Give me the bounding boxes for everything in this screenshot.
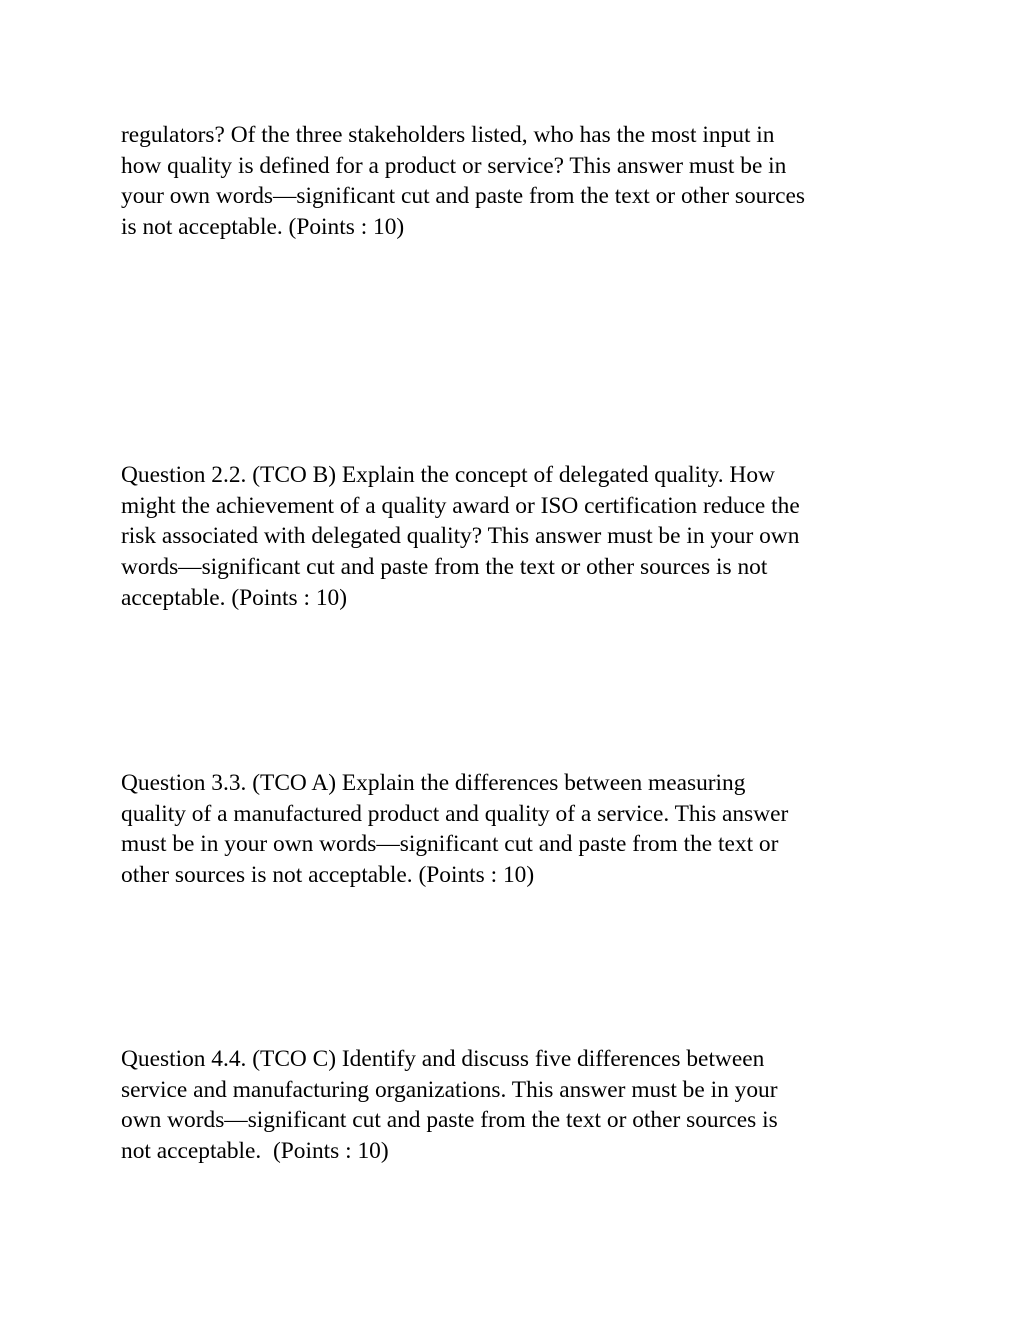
text-line: your own words—significant cut and paste from the text or other sources [121,183,806,210]
text-line: regulators? Of the three stakeholders listed, who has the most input in [121,122,775,148]
question-3-text [121,768,911,891]
text-line: own words—significant cut and paste from the text or other sources is [121,1107,778,1134]
text-line: quality of a manufactured product and quality of a service. This answer [121,800,789,827]
text-line: risk associated with delegated quality? This answer must be in your own [121,523,800,550]
text-line: Question 3.3. (TCO A) Explain the differences between measuring [121,770,746,796]
text-line: must be in your own words—significant cut and paste from the text or [121,831,779,858]
text-line: Question 2.2. (TCO B) Explain the concept of delegated quality. How [121,462,775,488]
question-2-text [121,460,911,614]
text-line: Question 4.4. (TCO C) Identify and discuss five differences between [121,1046,765,1072]
text-line: service and manufacturing organizations. This answer must be in your [121,1076,778,1103]
text-line: acceptable. (Points : 10) [121,584,348,611]
text-line: how quality is defined for a product or service? This answer must be in [121,152,787,179]
text-line: might the achievement of a quality award or ISO certification reduce the [121,492,800,519]
text-line: is not acceptable. (Points : 10) [121,214,405,241]
text-line: other sources is not acceptable. (Points : 10) [121,862,535,889]
question-4-text [121,1044,911,1167]
question-1-continuation-text [121,120,911,243]
text-line: words—significant cut and paste from the text or other sources is not [121,554,768,581]
text-line: not acceptable. (Points : 10) [121,1138,389,1165]
